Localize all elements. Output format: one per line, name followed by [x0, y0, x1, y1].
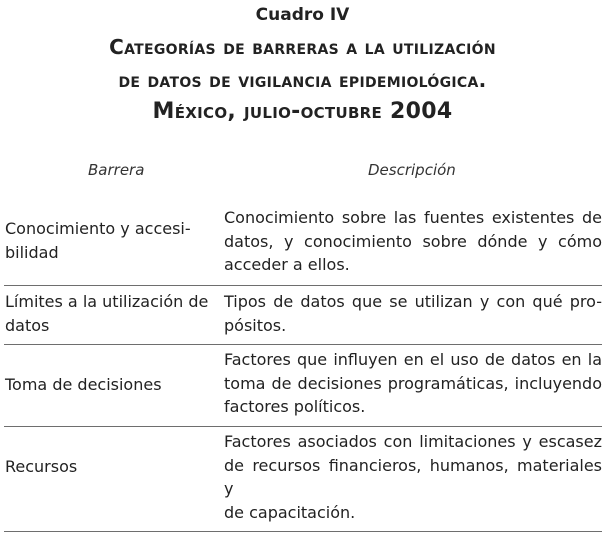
- row-4-description-line-3: de capacitación.: [224, 502, 356, 522]
- row-4-barrier: [5, 455, 213, 479]
- row-2-description: [224, 290, 602, 337]
- row-4-description-line-2: de recursos financieros, humanos, materiales y: [224, 455, 602, 498]
- row-1-description-line-2: datos, y conocimiento sobre dónde y cómo: [224, 231, 602, 251]
- table-title-line-1: Categorías de barreras a la utilización: [109, 35, 496, 59]
- row-3-barrier: [5, 373, 213, 397]
- row-1-description-line-3: acceder a ellos.: [224, 255, 350, 274]
- column-header-descripcion: Descripción: [368, 161, 456, 179]
- row-3-description-line-3: factores políticos.: [224, 397, 366, 416]
- row-1-description: [224, 206, 602, 277]
- row-2-barrier-line-2: datos: [5, 315, 50, 335]
- table-title-line-3: México, julio-octubre 2004: [152, 99, 453, 124]
- row-1-barrier: [5, 217, 213, 264]
- row-3-description: [224, 348, 602, 419]
- row-divider-1: [4, 285, 602, 286]
- row-2-description-line-2: pósitos.: [224, 315, 287, 335]
- row-divider-2: [4, 344, 602, 345]
- row-3-description-line-2: toma de decisiones programáticas, incluyendo: [224, 373, 602, 393]
- row-divider-3: [4, 426, 602, 427]
- row-2-barrier: [5, 290, 213, 337]
- row-1-barrier-line-2: bilidad: [5, 242, 59, 262]
- row-1-barrier-line-1: Conocimiento y accesi-: [5, 219, 191, 238]
- row-4-description: [224, 430, 602, 524]
- table-bottom-rule: [4, 531, 602, 532]
- column-header-barrera: Barrera: [88, 161, 145, 179]
- row-2-description-line-1: Tipos de datos que se utilizan y con qué pro-: [224, 292, 602, 311]
- row-3-barrier-line-1: Toma de decisiones: [5, 375, 162, 394]
- row-4-barrier-line-1: Recursos: [5, 457, 78, 476]
- table-number: Cuadro IV: [255, 5, 350, 25]
- row-2-barrier-line-1: Límites a la utilización de: [5, 292, 209, 311]
- table-title-line-2: de datos de vigilancia epidemiológica.: [118, 68, 487, 92]
- row-4-description-line-1: Factores asociados con limitaciones y escasez: [224, 432, 602, 451]
- row-1-description-line-1: Conocimiento sobre las fuentes existentes de: [224, 208, 602, 227]
- row-3-description-line-1: Factores que influyen en el uso de datos en la: [224, 350, 602, 369]
